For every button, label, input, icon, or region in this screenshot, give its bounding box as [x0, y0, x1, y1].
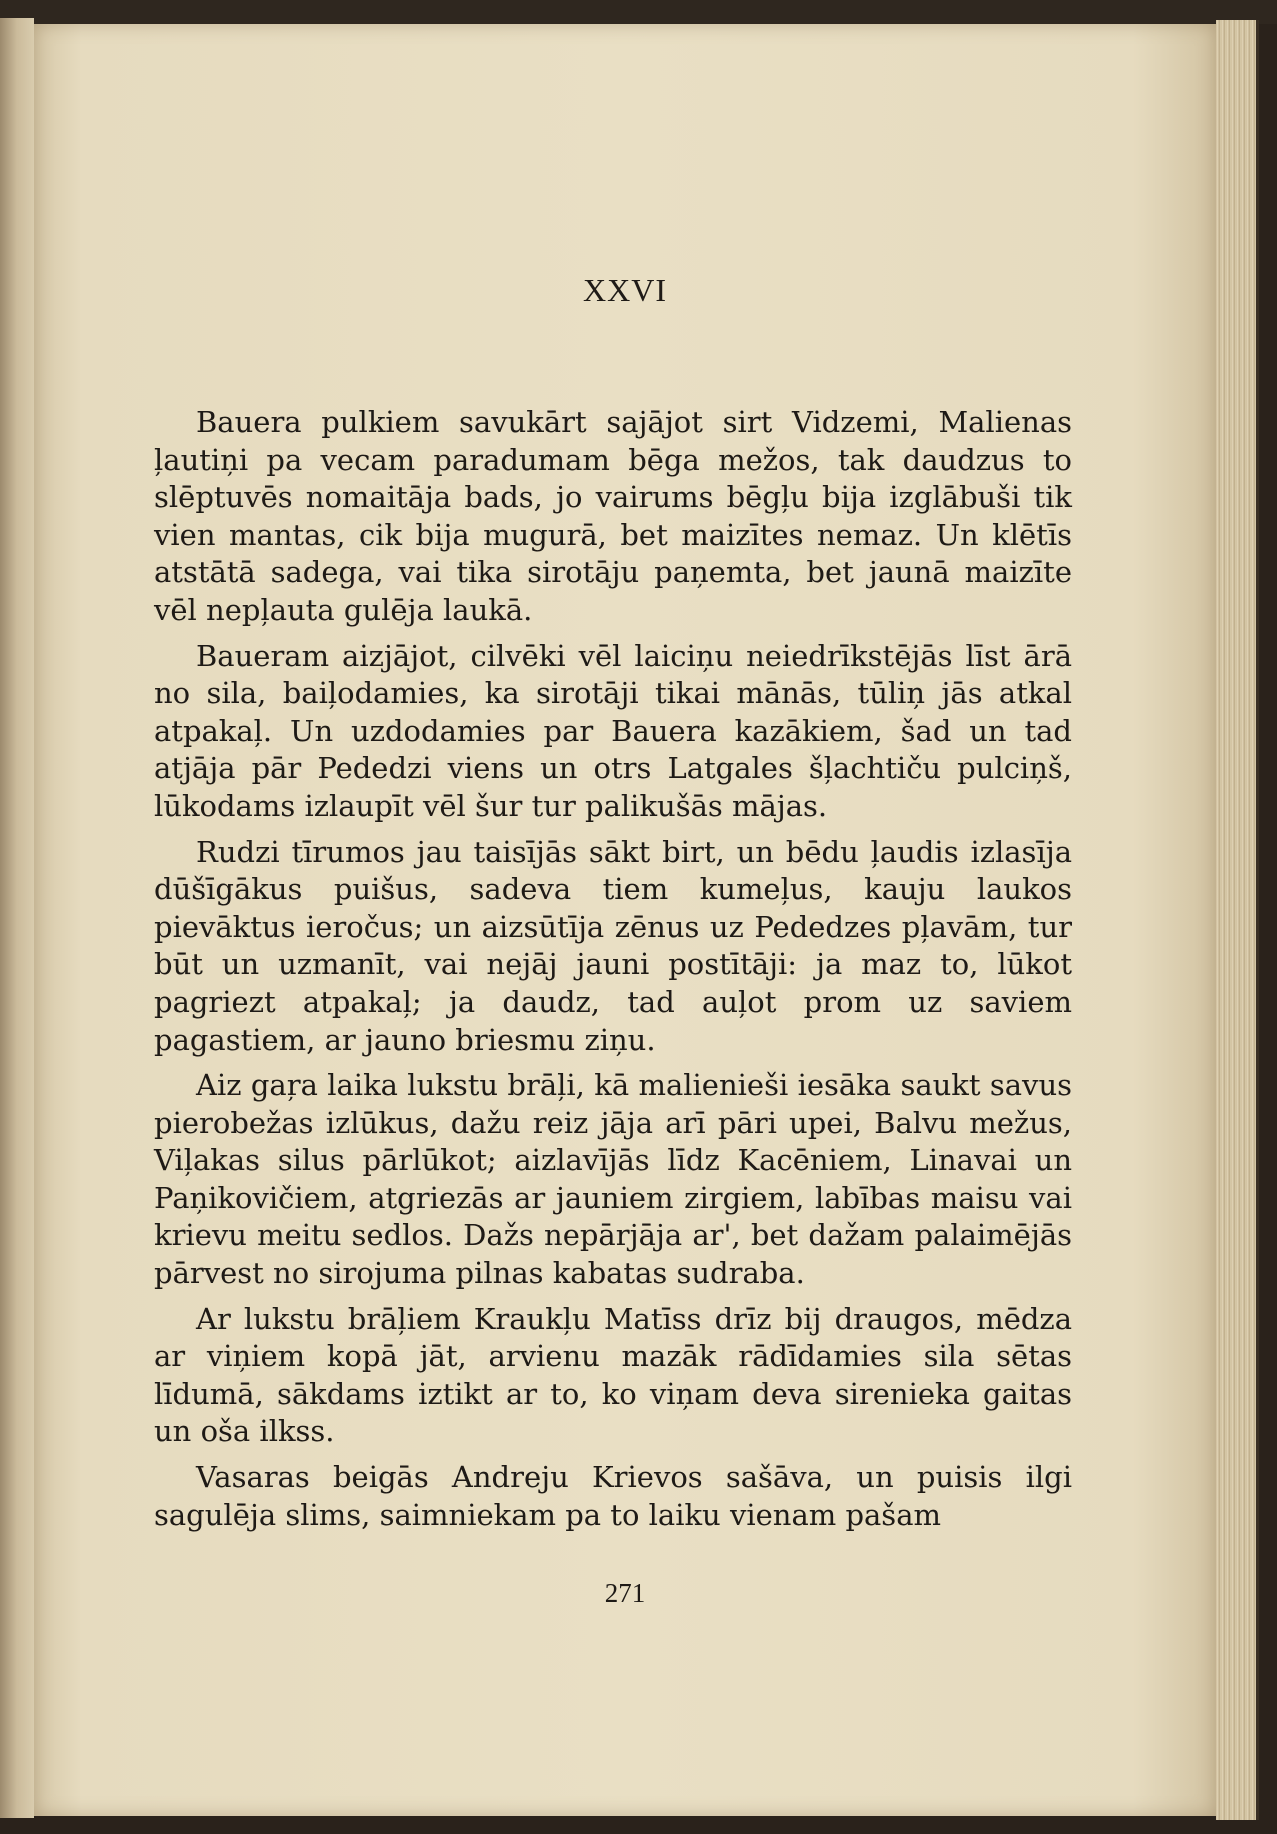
paragraph: Ar lukstu brāļiem Kraukļu Matīss drīz bij draugos, mēdza ar viņiem kopā jāt, arvienu mazāk rādīdamies sila sētas līdumā, sākdams iztikt ar to, ko viņam deva sirenieka gaitas un oša ilkss. [154, 1301, 1072, 1449]
paragraph: Rudzi tīrumos jau taisījās sākt birt, un bēdu ļaudis izlasīja dūšīgākus puišus, sadeva tiem kumeļus, kauju laukos pievāktus ieročus; un aizsūtīja zēnus uz Pededzes pļavām, tur būt un uzmanīt, vai nejāj jauni postītāji: ja maz to, lūkot pagriezt atpakaļ; ja daudz, tad auļot prom uz saviem pagastiem, ar jauno briesmu ziņu. [154, 834, 1072, 1057]
chapter-heading: XXVI [583, 272, 667, 308]
top-shadow [0, 0, 1277, 24]
paragraph: Vasaras beigās Andreju Krievos sašāva, un puisis ilgi sagulēja slims, saimniekam pa to laiku vienam pašam [154, 1460, 1072, 1532]
binding-gutter [0, 18, 34, 1818]
book-page [34, 24, 1216, 1816]
page-edges [1216, 20, 1259, 1820]
paragraph: Bauera pulkiem savukārt sajājot sirt Vidzemi, Malienas ļautiņi pa vecam paradumam bēga mežos, tak daudzus to slēptuvēs nomaitāja bads, jo vairums bēgļu bija izglābuši tik vien mantas, cik bija mugurā, bet maizītes nemaz. Un klētīs atstātā sadega, vai tika sirotāju paņemta, bet jaunā maizīte vēl nepļauta gulēja laukā. [154, 405, 1072, 627]
page-number: 271 [604, 1578, 646, 1608]
body-text [154, 404, 1072, 1542]
paragraph: Baueram aizjājot, cilvēki vēl laiciņu neiedrīkstējās līst ārā no sila, baiļodamies, ka sirotāji tikai mānās, tūliņ jās atkal atpakaļ. Un uzdodamies par Bauera kazākiem, šad un tad atjāja pār Pededzi viens un otrs Latgales šļachtiču pulciņš, lūkodams izlaupīt vēl šur tur palikušās mājas. [154, 638, 1072, 823]
paragraph: Aiz gaŗa laika lukstu brāļi, kā malienieši iesāka saukt savus pierobežas izlūkus, dažu reiz jāja arī pāri upei, Balvu mežus, Viļakas silus pārlūkot; aizlavījās līdz Kacēniem, Linavai un Paņikovičiem, atgriezās ar jauniem zirgiem, labības maisu vai krievu meitu sedlos. Dažs nepārjāja ar', bet dažam palaimējās pārvest no sirojuma pilnas kabatas sudraba. [154, 1068, 1072, 1291]
